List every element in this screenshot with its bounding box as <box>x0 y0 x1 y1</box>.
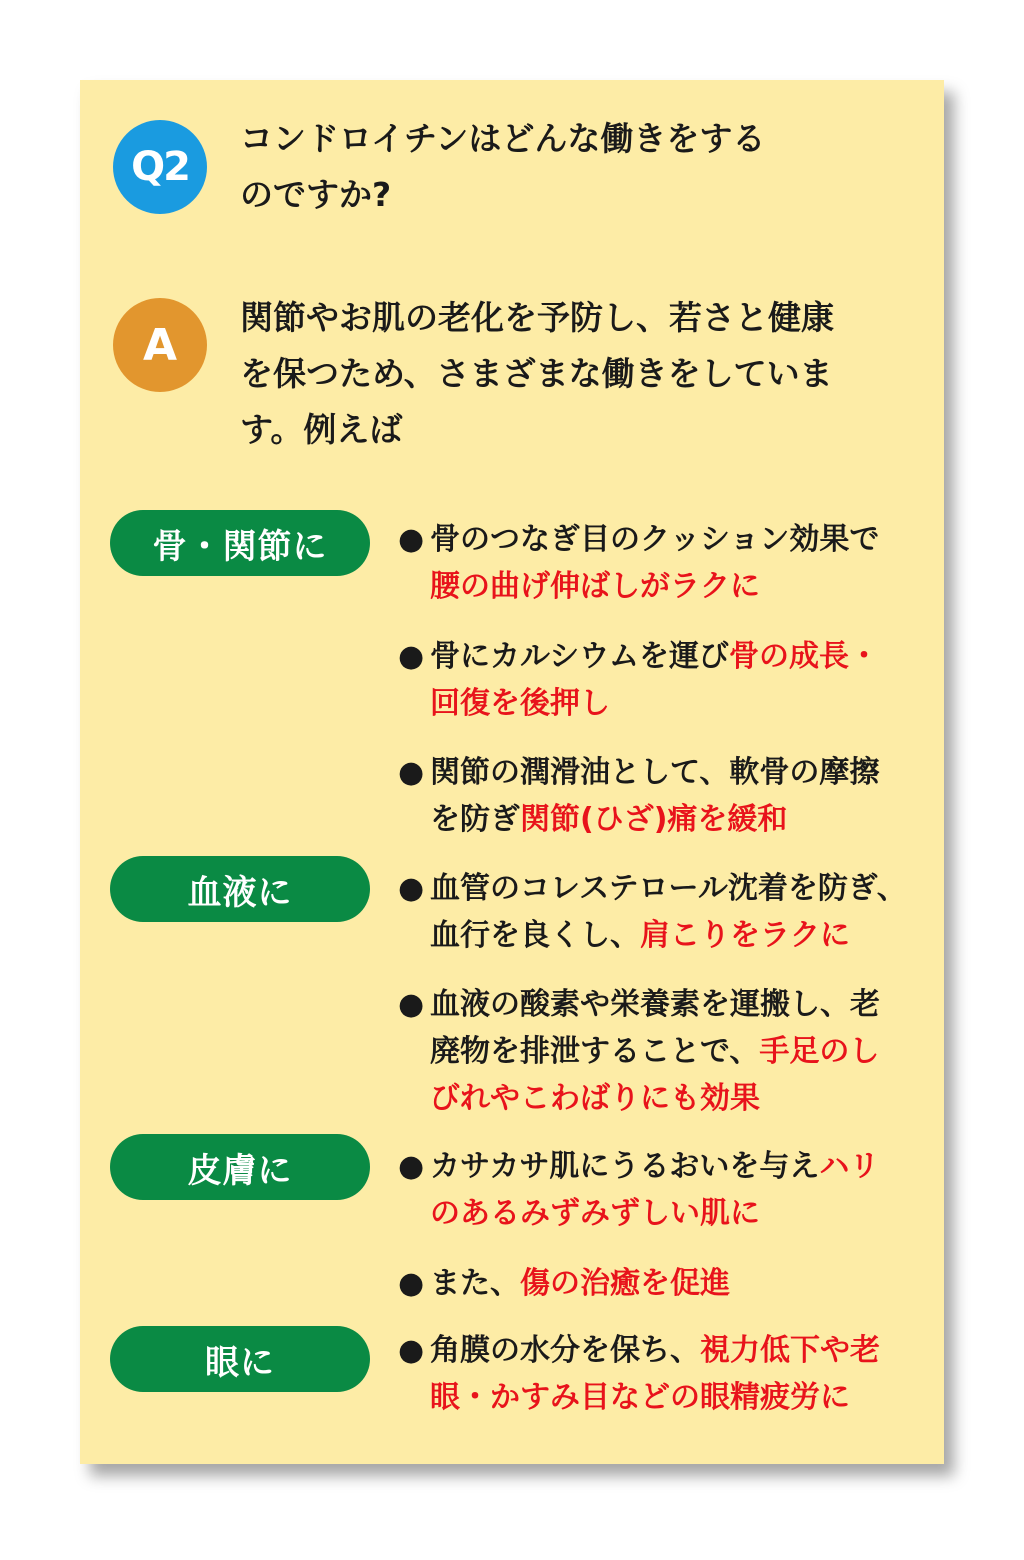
item-text: 骨のつなぎ目のクッション効果で <box>430 522 880 557</box>
item-text: 関節の潤滑油として、軟骨の摩擦 <box>430 755 880 790</box>
item-highlight: 関節(ひざ)痛を緩和 <box>520 802 788 837</box>
item-highlight: 傷の治癒を促進 <box>520 1266 730 1301</box>
bullet-icon: ● <box>398 1149 425 1184</box>
bullet-icon: ● <box>398 755 425 790</box>
item-text: を防ぎ <box>430 802 520 837</box>
question-line-1: コンドロイチンはどんな働きをする <box>240 119 766 158</box>
item-highlight: のあるみずみずしい肌に <box>430 1196 760 1231</box>
bullet-icon: ● <box>398 871 425 906</box>
item-highlight: 腰の曲げ伸ばしがラクに <box>430 569 760 604</box>
list-item <box>398 865 938 959</box>
question-line-2: のですか? <box>240 175 392 214</box>
item-highlight: 骨の成長・ <box>728 639 879 674</box>
bullet-icon: ● <box>398 639 425 674</box>
list-item <box>398 1327 938 1421</box>
list-item <box>398 633 938 727</box>
list-item <box>398 981 938 1122</box>
item-text-line-2 <box>398 1028 938 1075</box>
item-text-line-2 <box>398 796 938 843</box>
answer-line-1: 関節やお肌の老化を予防し、若さと健康 <box>240 298 834 337</box>
item-highlight: 手足のし <box>759 1034 880 1069</box>
list-item <box>398 516 938 610</box>
bullet-icon: ● <box>398 522 425 557</box>
item-highlight: 眼・かすみ目などの眼精疲労に <box>430 1380 850 1415</box>
item-text: 角膜の水分を保ち、 <box>430 1333 700 1368</box>
list-item <box>398 1143 938 1237</box>
item-highlight: 肩こりをラクに <box>640 918 850 953</box>
category-eye: 眼に <box>110 1326 370 1392</box>
item-highlight: びれやこわばりにも効果 <box>430 1081 760 1116</box>
category-skin: 皮膚に <box>110 1134 370 1200</box>
item-text: 血行を良くし、 <box>430 918 640 953</box>
item-highlight: ハリ <box>819 1149 880 1184</box>
bullet-icon: ● <box>398 987 425 1022</box>
item-text: カサカサ肌にうるおいを与え <box>430 1149 820 1184</box>
item-highlight: 回復を後押し <box>430 686 610 721</box>
item-text: 骨にカルシウムを運び <box>430 639 729 674</box>
question-text <box>240 111 930 223</box>
answer-line-3: す。例えば <box>240 410 403 449</box>
category-bone-joint: 骨・関節に <box>110 510 370 576</box>
item-text: 血液の酸素や栄養素を運搬し、老 <box>430 987 880 1022</box>
answer-text <box>240 290 930 458</box>
item-text: 血管のコレステロール沈着を防ぎ、 <box>430 871 907 906</box>
item-text-line-2 <box>398 912 938 959</box>
q2-badge: Q2 <box>113 120 207 214</box>
item-text: また、 <box>430 1266 520 1301</box>
item-highlight: 視力低下や老 <box>700 1333 880 1368</box>
list-item <box>398 749 938 843</box>
list-item <box>398 1260 938 1307</box>
bullet-icon: ● <box>398 1266 425 1301</box>
answer-line-2: を保つため、さまざまな働きをしていま <box>240 354 833 393</box>
answer-badge: A <box>113 298 207 392</box>
item-text: 廃物を排泄することで、 <box>430 1034 760 1069</box>
category-blood: 血液に <box>110 856 370 922</box>
bullet-icon: ● <box>398 1333 425 1368</box>
